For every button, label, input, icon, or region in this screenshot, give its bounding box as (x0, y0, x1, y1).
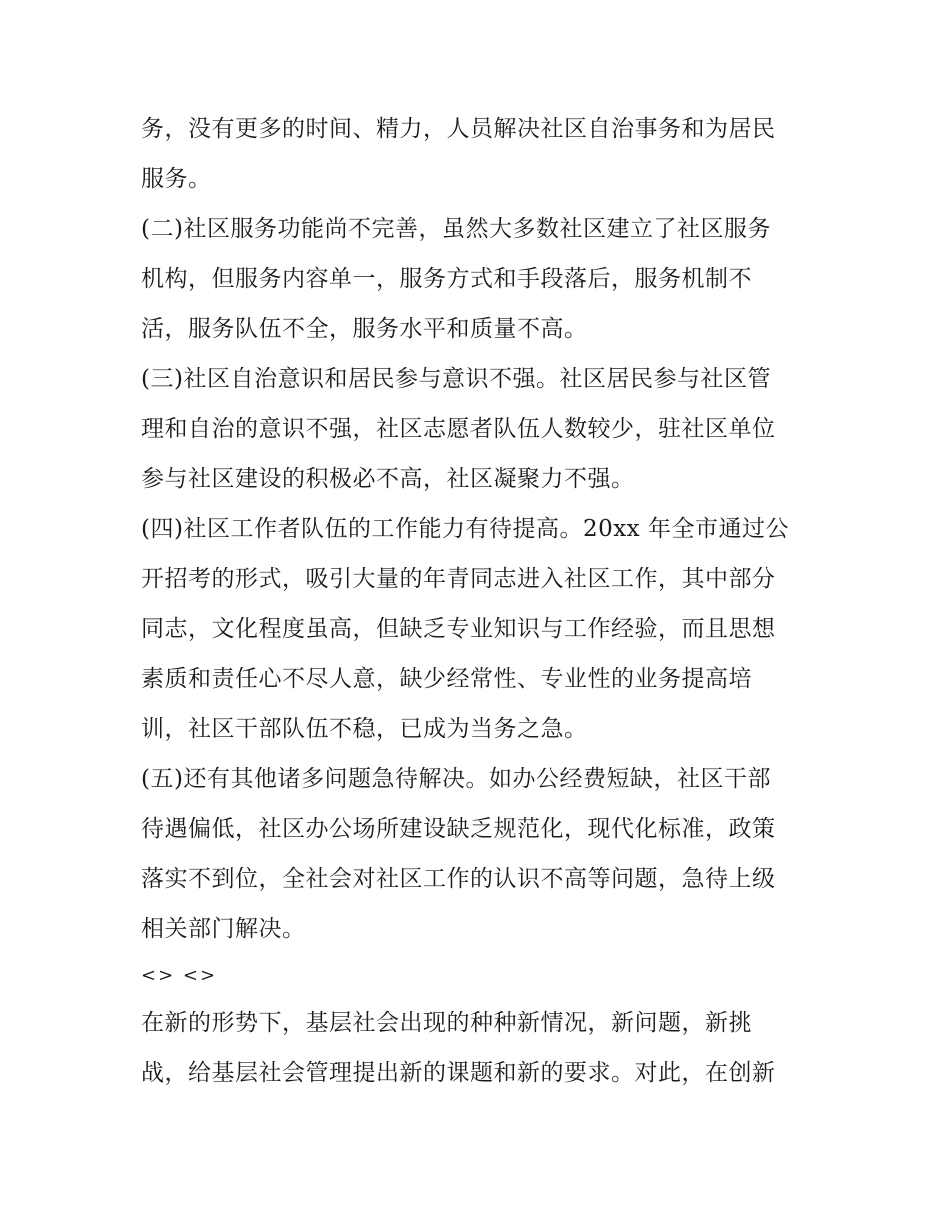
text-line: 训，社区干部队伍不稳，已成为当务之急。 (141, 716, 588, 742)
text-line: (二)社区服务功能尚不完善，虽然大多数社区建立了社区服务 (141, 216, 771, 242)
document-body (141, 104, 821, 1098)
text-line: 在新的形势下，基层社会出现的种种新情况，新问题，新挑 (141, 1010, 752, 1036)
text-line: 战，给基层社会管理提出新的课题和新的要求。对此，在创新 (141, 1060, 776, 1086)
text-line: 务，没有更多的时间、精力，人员解决社区自治事务和为居民 (141, 116, 776, 142)
text-line: 理和自治的意识不强，社区志愿者队伍人数较少，驻社区单位 (141, 416, 776, 442)
text-line: (四)社区工作者队伍的工作能力有待提高。20xx 年全市通过公 (141, 516, 789, 542)
text-line: 机构，但服务内容单一，服务方式和手段落后，服务机制不 (141, 266, 752, 292)
text-line: 开招考的形式，吸引大量的年青同志进入社区工作，其中部分 (141, 566, 776, 592)
text-line: 待遇偏低，社区办公场所建设缺乏规范化，现代化标准，政策 (141, 816, 776, 842)
text-line: 落实不到位，全社会对社区工作的认识不高等问题，急待上级 (141, 866, 776, 892)
text-line: 参与社区建设的积极必不高，社区凝聚力不强。 (141, 466, 635, 492)
text-line: 素质和责任心不尽人意，缺少经常性、专业性的业务提高培 (141, 666, 752, 692)
separator-line: <> <> (141, 965, 218, 986)
text-line: 服务。 (141, 166, 212, 192)
text-line: 同志，文化程度虽高，但缺乏专业知识与工作经验，而且思想 (141, 616, 776, 642)
text-line: 相关部门解决。 (141, 916, 306, 942)
text-line: (三)社区自治意识和居民参与意识不强。社区居民参与社区管 (141, 366, 771, 392)
text-line: 活，服务队伍不全，服务水平和质量不高。 (141, 316, 588, 342)
text-line: (五)还有其他诸多问题急待解决。如办公经费短缺，社区干部 (141, 766, 771, 792)
